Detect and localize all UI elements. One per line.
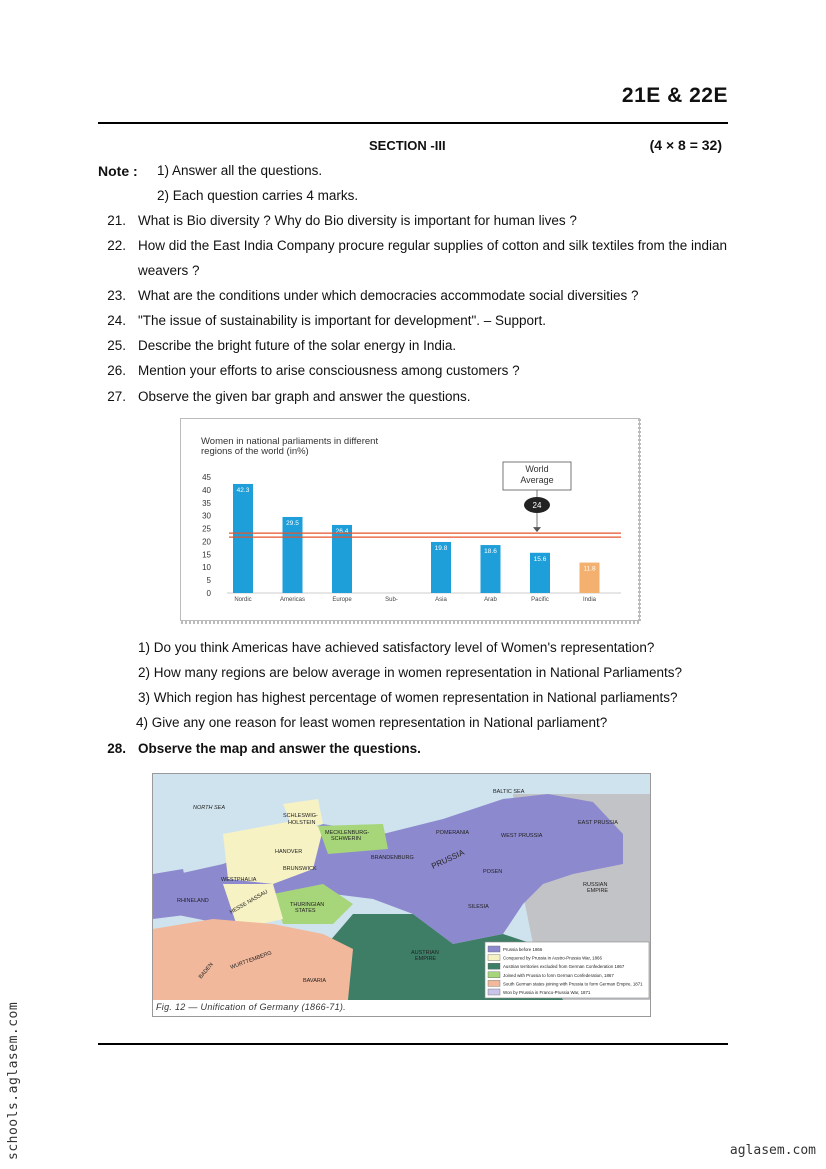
question-text: What are the conditions under which democracies accommodate social diversities ? [138, 288, 639, 303]
y-tick-label: 10 [202, 563, 211, 573]
legend-swatch [488, 946, 500, 952]
question-number: 24. [107, 313, 126, 328]
x-tick-label: Sub- [385, 597, 398, 603]
map-label: THURINGIAN [290, 902, 325, 908]
section-marks: (4 × 8 = 32) [649, 137, 722, 153]
section-title: SECTION -III [369, 138, 446, 153]
average-arrow-head [533, 527, 541, 532]
map-label: WURTTEMBERG [229, 950, 273, 971]
legend-label: Joined with Prussia to form German Confederation, 1867 [503, 972, 614, 978]
map-label: HOLSTEIN [288, 820, 316, 826]
note-label: Note : [98, 163, 138, 179]
map-label: BALTIC SEA [493, 789, 525, 795]
question-number: 28. [107, 741, 126, 756]
question-text: How did the East India Company procure regular supplies of cotton and silk textiles from the indian [138, 238, 728, 253]
legend-swatch [488, 955, 500, 961]
note-item-1: 1) Answer all the questions. [157, 163, 323, 178]
map-label: STATES [295, 908, 316, 914]
bar-chart [180, 418, 640, 621]
y-tick-label: 40 [202, 485, 211, 495]
legend-label: Conquered by Prussia in Austro-Prussia War, 1866 [503, 955, 602, 961]
bar-value-label: 11.8 [583, 565, 596, 573]
top-rule [98, 122, 728, 124]
sub-question: 3) Which region has highest percentage of women representation in National parliaments? [138, 690, 678, 705]
map-label: HANOVER [275, 849, 303, 855]
question-number: 21. [107, 213, 126, 228]
x-tick-label: Nordic [234, 597, 252, 603]
bar-value-label: 29.5 [286, 519, 299, 527]
chart-svg [181, 419, 639, 620]
map-label: BRUNSWICK [283, 866, 317, 872]
map-label: RHINELAND [177, 898, 209, 904]
x-tick-label: Americas [279, 597, 306, 603]
average-callout-label: Average [520, 475, 554, 485]
question-number: 26. [107, 363, 126, 378]
legend-label: Won by Prussia in Franco-Prussia War, 1871 [503, 990, 591, 995]
map-legend [485, 942, 649, 998]
map-label: PRUSSIA [430, 847, 466, 871]
question-text: Observe the map and answer the questions. [138, 741, 421, 756]
sub-question: 2) How many regions are below average in women representation in National Parliaments? [138, 665, 683, 680]
bar [283, 517, 303, 593]
map-label: HESSE NASSAU [229, 889, 270, 916]
chart-title-line-2: regions of the world (in%) [201, 446, 309, 457]
bottom-watermark: aglasem.com [729, 1143, 816, 1158]
map-label: POSEN [483, 869, 503, 875]
question-number: 25. [107, 338, 126, 353]
sub-question: 1) Do you think Americas have achieved satisfactory level of Women's representation? [138, 640, 655, 655]
unification-map [152, 773, 651, 1017]
average-callout-label: World [525, 464, 549, 474]
y-tick-label: 25 [202, 524, 211, 534]
y-tick-label: 35 [202, 498, 211, 508]
bar [332, 525, 352, 593]
question-number: 27. [107, 389, 126, 404]
bar-value-label: 18.6 [484, 548, 497, 556]
map-label: WEST PRUSSIA [501, 833, 543, 839]
map-svg [153, 774, 650, 1016]
paper-code: 21E & 22E [621, 84, 728, 107]
question-text: Observe the given bar graph and answer the questions. [138, 389, 471, 404]
legend-label: Austrian territories excluded from German Confederation 1867 [503, 964, 625, 970]
map-label: EMPIRE [415, 956, 437, 962]
sub-question: 4) Give any one reason for least women representation in National parliament? [136, 715, 608, 730]
legend-label: Prussia before 1866 [503, 947, 543, 952]
average-value-label: 24 [532, 501, 542, 510]
bar-value-label: 15.6 [533, 555, 547, 563]
question-text: Mention your efforts to arise consciousness among customers ? [138, 363, 520, 378]
map-label: EAST PRUSSIA [578, 820, 618, 826]
map-label: WESTPHALIA [221, 877, 257, 883]
bar-value-label: 42.3 [236, 486, 250, 494]
question-number: 23. [107, 288, 126, 303]
map-label: MECKLENBURG- [325, 830, 370, 836]
question-number: 22. [107, 238, 126, 253]
map-label: SILESIA [468, 904, 489, 910]
y-tick-label: 30 [202, 511, 211, 521]
map-label: EMPIRE [587, 888, 609, 894]
map-label: POMERANIA [436, 830, 470, 836]
legend-swatch [488, 963, 500, 969]
bar [233, 484, 253, 593]
map-label: BAVARIA [303, 978, 327, 984]
x-tick-label: Arab [484, 597, 497, 603]
legend-swatch [488, 989, 500, 995]
question-text: "The issue of sustainability is important for development". – Support. [138, 313, 547, 328]
x-tick-label: Pacific [531, 597, 549, 603]
legend-swatch [488, 980, 500, 986]
map-label: RUSSIAN [583, 882, 608, 888]
map-label: AUSTRIAN [411, 950, 439, 956]
chart-title-line-1: Women in national parliaments in different [201, 436, 379, 447]
map-label: BRANDENBURG [371, 855, 414, 861]
map-label: NORTH SEA [193, 805, 225, 811]
y-tick-label: 0 [206, 589, 211, 598]
chart-shadow-bottom [181, 621, 641, 624]
x-tick-label: Europe [332, 597, 352, 603]
x-tick-label: India [582, 597, 597, 603]
x-tick-label: Asia [435, 597, 447, 603]
map-label: SCHLESWIG- [283, 813, 318, 819]
question-text: Describe the bright future of the solar energy in India. [138, 338, 457, 353]
note-item-2: 2) Each question carries 4 marks. [157, 188, 359, 203]
y-tick-label: 15 [202, 550, 211, 560]
side-watermark: schools.aglasem.com [6, 1001, 21, 1160]
bottom-rule [98, 1043, 728, 1045]
map-label: BADEN [197, 961, 215, 981]
legend-swatch [488, 972, 500, 978]
question-text-continued: weavers ? [138, 263, 200, 278]
y-tick-label: 5 [206, 576, 211, 586]
y-tick-label: 45 [202, 473, 211, 482]
chart-shadow-right [638, 419, 641, 623]
question-text: What is Bio diversity ? Why do Bio diversity is important for human lives ? [138, 213, 577, 228]
y-tick-label: 20 [202, 537, 211, 547]
map-label: SCHWERIN [331, 836, 361, 842]
bar-value-label: 26.4 [335, 527, 349, 535]
bar-value-label: 19.8 [434, 544, 448, 552]
map-caption: Fig. 12 — Unification of Germany (1866-71). [156, 1002, 346, 1012]
legend-label: South German states joining with Prussia to form German Empire, 1871 [503, 981, 643, 987]
